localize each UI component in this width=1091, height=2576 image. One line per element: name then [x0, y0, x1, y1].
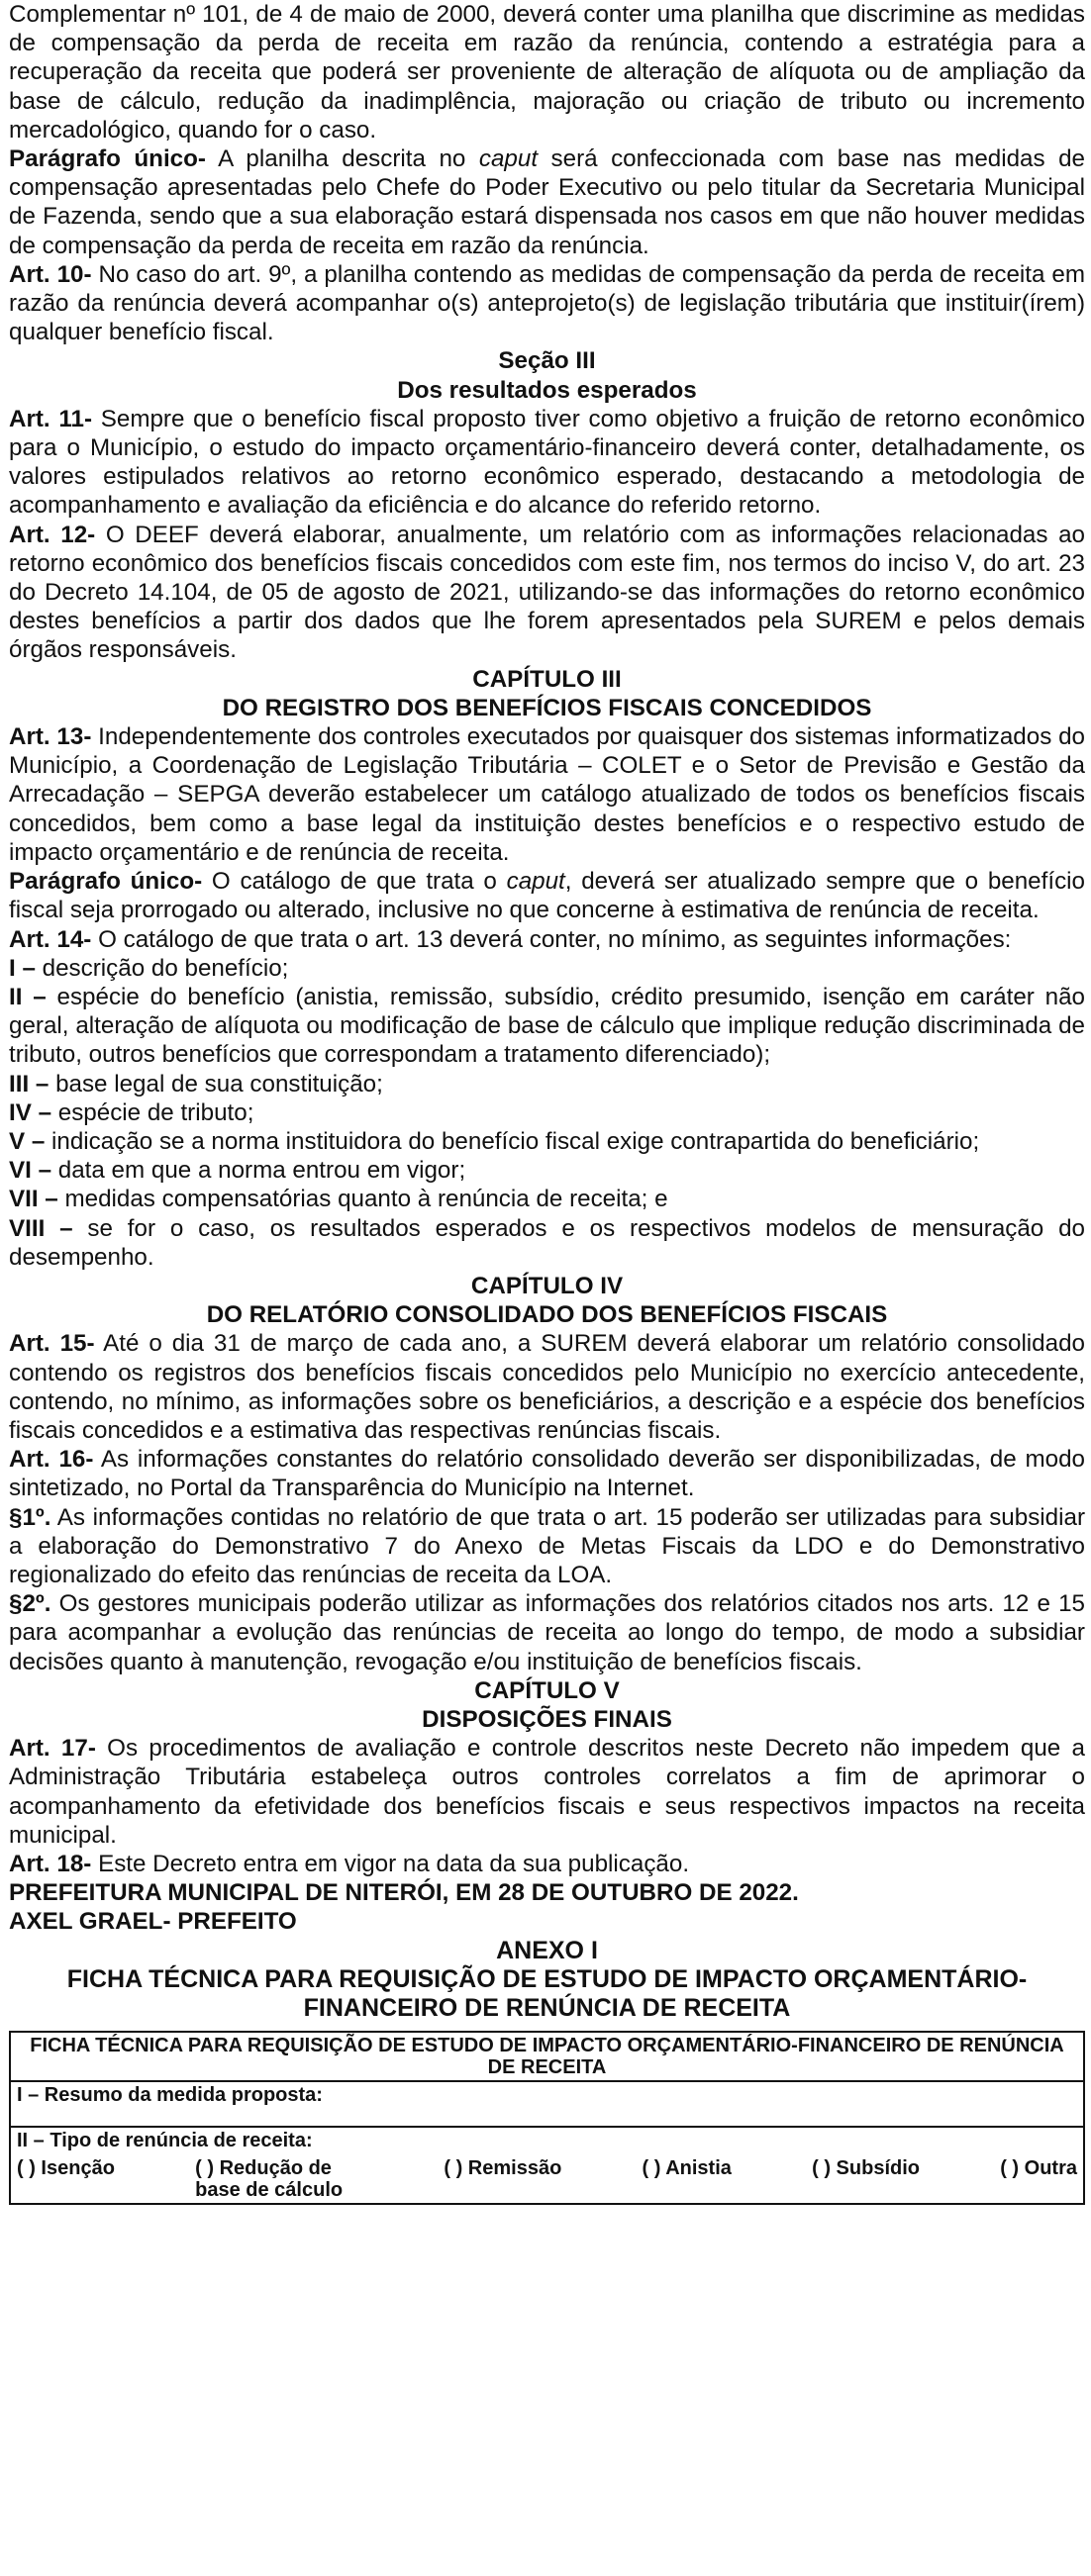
text: As informações contidas no relatório de que trata o art. 15 poderão ser utilizadas para subsidiar a elaboração do Demonstrativo 7 do Anexo de Metas Fiscais da LDO e do Demonstrativo regionalizado do efeito das renúncias de receita da LOA.	[9, 1503, 1085, 1588]
label: Art. 16-	[9, 1446, 94, 1474]
paragraph-unico	[9, 144, 1085, 260]
label: §2º.	[9, 1590, 51, 1618]
article-14	[9, 925, 1085, 954]
label: Parágrafo único-	[9, 868, 203, 896]
option-isencao[interactable]: ( ) Isenção	[17, 2157, 115, 2180]
label: Art. 17-	[9, 1735, 96, 1763]
inciso	[9, 1127, 1085, 1156]
ficha-options	[17, 2157, 1077, 2201]
text: se for o caso, os resultados esperados e os respectivos modelos de mensuração do desempenho.	[9, 1214, 1085, 1271]
italic-term: caput	[506, 868, 565, 896]
inciso	[9, 1156, 1085, 1185]
chapter-subtitle: DO RELATÓRIO CONSOLIDADO DOS BENEFÍCIOS FISCAIS	[206, 1301, 888, 1329]
article-10	[9, 260, 1085, 347]
article-12	[9, 521, 1085, 665]
text: será confeccionada com base nas medidas de compensação apresentadas pelo Chefe do Poder Executivo ou pelo titular da Secretaria Municipal de Fazenda, sendo que a sua elaboração estará dispensada nos casos em que não houver medidas de compensação da perda de receita em razão da renúncia.	[9, 145, 1085, 259]
ficha-tipo-row	[10, 2127, 1084, 2204]
text: base legal de sua constituição;	[49, 1070, 383, 1097]
inciso-number: V –	[9, 1127, 46, 1155]
ficha-resumo-field: I – Resumo da medida proposta:	[10, 2081, 1084, 2127]
text: medidas compensatórias quanto à renúncia de receita; e	[57, 1186, 668, 1213]
text: indicação se a norma instituidora do benefício fiscal exige contrapartida do beneficiário;	[45, 1127, 980, 1155]
inciso-number: III –	[9, 1070, 50, 1097]
text: O catálogo de que trata o art. 13 deverá conter, no mínimo, as seguintes informações:	[91, 925, 1012, 953]
label: Art. 14-	[9, 925, 92, 953]
chapter-title: CAPÍTULO IV	[470, 1272, 624, 1299]
inciso	[9, 1098, 1085, 1127]
text: Independentemente dos controles executados por quaisquer dos sistemas informatizados do Município, a Coordenação de Legislação Tributária – COLET e o Setor de Previsão e Gestão da Arrecadação – SEPGA deverão estabelecer um catálogo atualizado de todos os benefícios fiscais concedidos, bem como a base legal da instituição destes benefícios e o respectivo estudo de impacto orçamentário e de renúncia de receita.	[9, 723, 1085, 866]
ficha-header: FICHA TÉCNICA PARA REQUISIÇÃO DE ESTUDO DE IMPACTO ORÇAMENTÁRIO-FINANCEIRO DE RENÚNCIA DE RECEITA	[10, 2032, 1084, 2081]
article-15	[9, 1329, 1085, 1445]
text: Os procedimentos de avaliação e controle descritos neste Decreto não impedem que a Administração Tributária estabeleça outros controles correlatos a fim de aprimorar o acompanhamento da efetividade dos benefícios fiscais e seus respectivos impactos na receita municipal.	[9, 1735, 1085, 1849]
option-anistia[interactable]: ( ) Anistia	[642, 2157, 732, 2180]
label: Art. 18-	[9, 1851, 92, 1877]
chapter-title: CAPÍTULO III	[472, 665, 622, 693]
text: As informações constantes do relatório consolidado deverão ser disponibilizadas, de modo sintetizado, no Portal da Transparência do Município na Internet.	[9, 1446, 1085, 1502]
text: , deverá ser atualizado sempre que o benefício fiscal seja prorrogado ou alterado, inclusive no que concerne à estimativa de renúncia de receita.	[9, 868, 1085, 924]
option-reducao-base[interactable]: ( ) Redução de base de cálculo	[195, 2157, 344, 2202]
label: Art. 10-	[9, 260, 92, 288]
inciso-number: VIII –	[9, 1214, 73, 1242]
label: Art. 11-	[9, 405, 93, 432]
option-outra[interactable]: ( ) Outra	[1000, 2157, 1077, 2180]
inciso	[9, 983, 1085, 1070]
text: espécie de tributo;	[51, 1098, 254, 1126]
inciso-number: II –	[9, 983, 47, 1010]
article-13	[9, 722, 1085, 867]
inciso-number: VII –	[9, 1186, 58, 1213]
label: Parágrafo único-	[9, 145, 206, 173]
label: Art. 12-	[9, 521, 96, 548]
inciso-number: I –	[9, 954, 36, 982]
chapter-subtitle: DISPOSIÇÕES FINAIS	[422, 1705, 672, 1733]
article-17	[9, 1734, 1085, 1850]
italic-term: caput	[478, 145, 539, 173]
article-16	[9, 1445, 1085, 1502]
section-subtitle: Dos resultados esperados	[397, 376, 697, 404]
paragraph: Complementar nº 101, de 4 de maio de 2000, deverá conter uma planilha que discrimine as medidas de compensação da perda de receita em razão da renúncia, contendo a estratégia para a recuperação da receita que poderá ser proveniente de alteração de alíquota ou de ampliação da base de cálculo, redução da inadimplência, majoração ou criação de tributo ou incremento mercadológico, quando for o caso.	[9, 1, 1085, 143]
text: data em que a norma entrou em vigor;	[51, 1157, 466, 1185]
signature-place-date: PREFEITURA MUNICIPAL DE NITERÓI, EM 28 DE OUTUBRO DE 2022.	[9, 1879, 799, 1907]
text: Até o dia 31 de março de cada ano, a SUREM deverá elaborar um relatório consolidado contendo os registros dos benefícios fiscais concedidos pelo Município no exercício antecedente, contendo, no mínimo, as informações sobre os beneficiários, a descrição e a espécie dos benefícios fiscais concedidos e a estimativa das respectivas renúncias fiscais.	[9, 1330, 1085, 1444]
label: Art. 13-	[9, 723, 92, 751]
inciso-number: VI –	[9, 1157, 52, 1185]
inciso	[9, 1185, 1085, 1213]
signature-name: AXEL GRAEL- PREFEITO	[9, 1908, 297, 1936]
text: Os gestores municipais poderão utilizar as informações dos relatórios citados nos arts. 12 e 15 para acompanhar a evolução das renúncias de receita ao longo do tempo, de modo a subsidiar decisões quanto à manutenção, revogação e/ou instituição de benefícios fiscais.	[9, 1590, 1085, 1675]
inciso-number: IV –	[9, 1098, 52, 1126]
ficha-tipo-label: II – Tipo de renúncia de receita:	[17, 2130, 313, 2152]
annex-title: ANEXO I	[496, 1936, 598, 1964]
text: espécie do benefício (anistia, remissão, subsídio, crédito presumido, isenção em caráter não geral, alteração de alíquota ou modificação de base de cálculo que implique redução discriminada de tributo, outros benefícios que correspondam a tratamento diferenciado);	[9, 983, 1085, 1069]
chapter-subtitle: DO REGISTRO DOS BENEFÍCIOS FISCAIS CONCEDIDOS	[222, 694, 872, 721]
inciso	[9, 1070, 1085, 1098]
text: descrição do benefício;	[35, 954, 289, 982]
chapter-title: CAPÍTULO V	[474, 1676, 620, 1704]
text: Este Decreto entra em vigor na data da sua publicação.	[91, 1851, 690, 1877]
article-11	[9, 405, 1085, 521]
paragraph-1	[9, 1503, 1085, 1590]
option-subsidio[interactable]: ( ) Subsídio	[812, 2157, 920, 2180]
label: Art. 15-	[9, 1330, 95, 1358]
inciso	[9, 1214, 1085, 1272]
text: Sempre que o benefício fiscal proposto tiver como objetivo a fruição de retorno econômico para o Município, o estudo do impacto orçamentário-financeiro deverá conter, detalhadamente, os valores estipulados relativos ao retorno econômico esperado, destacando a metodologia de acompanhamento e avaliação da eficiência e do alcance do referido retorno.	[9, 405, 1085, 520]
text: O DEEF deverá elaborar, anualmente, um relatório com as informações relacionadas ao retorno econômico dos benefícios fiscais concedidos com este fim, nos termos do inciso V, do art. 23 do Decreto 14.104, de 05 de agosto de 2021, utilizando-se das informações do retorno econômico destes benefícios a partir dos dados que lhe forem apresentados pela SUREM e pelos demais órgãos responsáveis.	[9, 521, 1085, 664]
text: No caso do art. 9º, a planilha contendo as medidas de compensação da perda de receita em razão da renúncia deverá acompanhar o(s) anteprojeto(s) de legislação tributária que instituir(írem) qualquer benefício fiscal.	[9, 260, 1085, 346]
paragraph-2	[9, 1589, 1085, 1676]
paragraph-unico	[9, 867, 1085, 924]
text: O catálogo de que trata o	[202, 868, 507, 896]
article-18	[9, 1850, 1085, 1878]
section-title: Seção III	[498, 347, 596, 375]
option-remissao[interactable]: ( ) Remissão	[444, 2157, 562, 2180]
label: §1º.	[9, 1503, 51, 1531]
text: A planilha descrita no	[205, 145, 479, 173]
annex-subtitle: FICHA TÉCNICA PARA REQUISIÇÃO DE ESTUDO DE IMPACTO ORÇAMENTÁRIO-FINANCEIRO DE RENÚNCIA DE RECEITA	[66, 1964, 1028, 2023]
ficha-table	[9, 2031, 1085, 2205]
inciso	[9, 954, 1085, 983]
